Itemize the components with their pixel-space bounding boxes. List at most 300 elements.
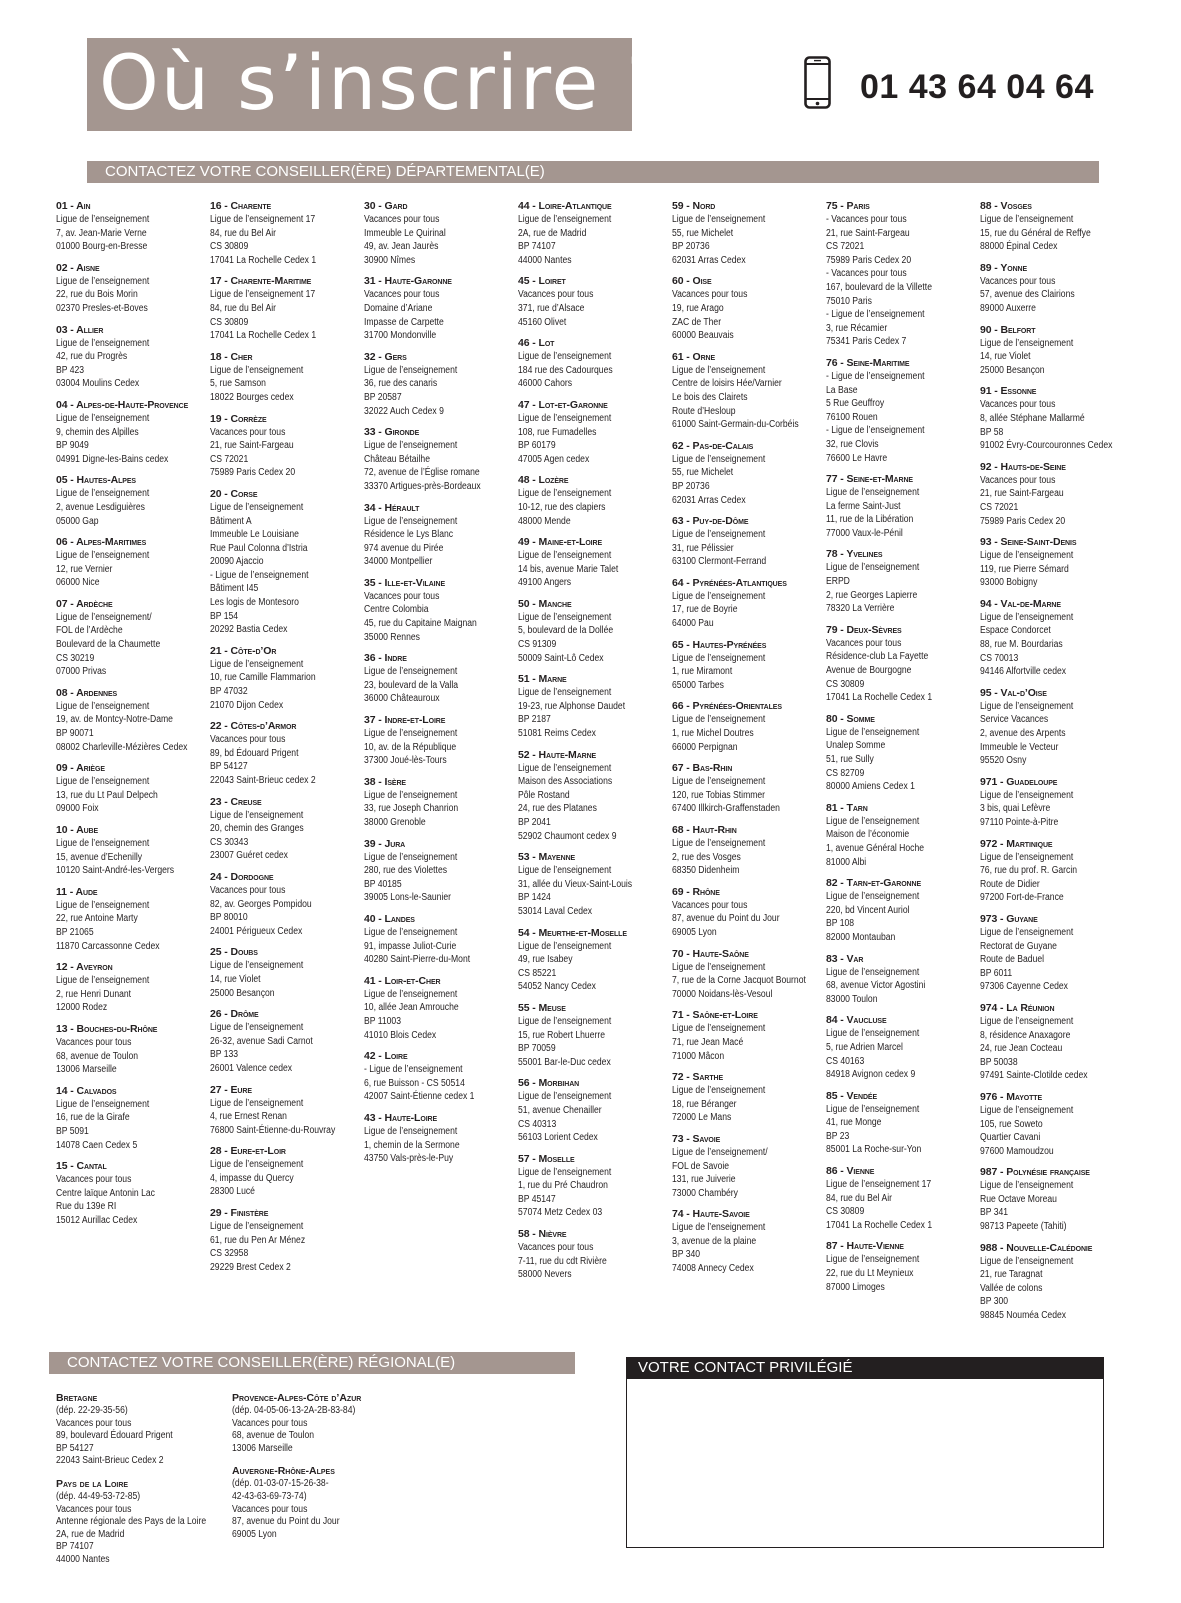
department-title: 988 - Nouvelle-Calédonie — [980, 1241, 1093, 1254]
department-title: 22 - Côtes-d’Armor — [210, 720, 297, 733]
address-line: 31, allée du Vieux-Saint-Louis — [518, 878, 633, 890]
address-line: Résidence le Lys Blanc — [364, 529, 454, 541]
department-entry — [364, 200, 514, 267]
address-line: 73000 Chambéry — [672, 1187, 738, 1199]
department-entry — [980, 598, 1130, 679]
department-header: CONTACTEZ VOTRE CONSEILLER(ÈRE) DÉPARTEMENTAL(E) — [87, 161, 1099, 183]
title-banner — [87, 38, 669, 131]
address-line: 1, chemin de la Sermone — [364, 1139, 460, 1151]
department-title: 19 - Corrèze — [210, 412, 267, 425]
address-line: Ligue de l’enseignement — [56, 700, 150, 712]
address-line: 24, rue des Platanes — [518, 803, 597, 815]
address-line: Ligue de l’enseignement — [826, 726, 920, 738]
address-line: 24001 Périgueux Cedex — [210, 925, 303, 937]
address-line: 54052 Nancy Cedex — [518, 981, 596, 993]
address-line: Ligue de l’enseignement — [56, 1098, 150, 1110]
address-line: CS 70013 — [980, 652, 1019, 664]
department-title: 85 - Vendée — [826, 1089, 878, 1102]
address-line: Vacances pour tous — [364, 214, 440, 225]
address-line: Centre de loisirs Hée/Varnier — [672, 378, 782, 390]
department-entry — [980, 1242, 1130, 1323]
regional-entry — [232, 1465, 402, 1541]
department-title: 30 - Gard — [364, 200, 408, 212]
address-line: 98845 Nouméa Cedex — [980, 1310, 1067, 1322]
address-line: Ligue de l’enseignement — [980, 1015, 1074, 1027]
address-line: 21, rue Taragnat — [980, 1269, 1043, 1281]
address-line: 46000 Cahors — [518, 378, 573, 390]
address-line: - Ligue de l’enseignement — [210, 569, 309, 581]
address-line: 67400 Illkirch-Graffenstaden — [672, 803, 780, 815]
address-line: 2, rue des Vosges — [672, 851, 741, 863]
address-line: 51, rue Sully — [826, 754, 874, 765]
address-line: BP 74107 — [56, 1541, 94, 1553]
address-line: Ligue de l’enseignement — [980, 1180, 1074, 1192]
address-line: 84, rue du Bel Air — [826, 1192, 892, 1204]
address-line: Vacances pour tous — [518, 289, 594, 301]
address-line: 13, rue du Lt Paul Delpech — [56, 789, 158, 801]
address-line: 58000 Nevers — [518, 1269, 572, 1281]
address-line: Unalep Somme — [826, 740, 886, 752]
address-line: 36000 Châteauroux — [364, 693, 440, 705]
department-title: 14 - Calvados — [56, 1084, 117, 1097]
address-line: 13006 Marseille — [56, 1064, 117, 1076]
address-line: 51, avenue Chenailler — [518, 1104, 602, 1116]
department-entry — [518, 536, 668, 590]
address-line: 41, rue Monge — [826, 1117, 882, 1129]
address-line: 16, rue de la Girafe — [56, 1112, 130, 1124]
address-line: 120, rue Tobias Stimmer — [672, 789, 766, 801]
address-line: 87, avenue du Point du Jour — [232, 1516, 340, 1528]
address-line: Ligue de l’enseignement — [980, 337, 1074, 349]
address-line: 371, rue d’Alsace — [518, 302, 585, 314]
address-line: 17041 La Rochelle Cedex 1 — [210, 254, 317, 266]
department-entry — [56, 474, 206, 528]
address-line: 2, rue Georges Lapierre — [826, 589, 918, 601]
address-line: 39005 Lons-le-Saunier — [364, 892, 452, 904]
address-line: BP 21065 — [56, 926, 94, 938]
address-line: 81000 Albi — [826, 856, 867, 868]
department-title: 10 - Aube — [56, 824, 99, 836]
address-line: Ligue de l’enseignement — [518, 865, 612, 877]
address-line: (dép. 44-49-53-72-85) — [56, 1490, 141, 1502]
department-title: 74 - Haute-Savoie — [672, 1208, 750, 1221]
address-line: 97110 Pointe-à-Pitre — [980, 817, 1059, 828]
address-line: Bâtiment I45 — [210, 583, 259, 595]
department-title: 86 - Vienne — [826, 1165, 875, 1178]
address-line: Ligue de l’enseignement/ — [56, 611, 152, 623]
department-title: 66 - Pyrénées-Orientales — [672, 700, 782, 713]
address-line: 66000 Perpignan — [672, 741, 738, 753]
address-line: Ligue de l’enseignement/ — [672, 1146, 768, 1158]
regional-entry — [56, 1478, 226, 1567]
address-line: 91002 Évry-Courcouronnes Cedex — [980, 440, 1113, 452]
address-line: Ligue de l’enseignement — [980, 214, 1074, 225]
address-line: Ligue de l’enseignement — [210, 809, 304, 821]
department-entry — [210, 720, 360, 787]
department-title: 39 - Jura — [364, 837, 406, 850]
address-line: 45160 Olivet — [518, 316, 567, 328]
address-line: 75010 Paris — [826, 295, 872, 307]
address-line: Ligue de l’enseignement — [672, 1085, 766, 1097]
address-line: La Base — [826, 384, 858, 396]
department-entry — [518, 474, 668, 528]
department-title: 59 - Nord — [672, 200, 716, 212]
address-line: Ligue de l’enseignement — [980, 1104, 1074, 1116]
address-line: 5, rue Samson — [210, 378, 266, 390]
address-line: BP 90071 — [56, 728, 94, 740]
department-title: 35 - Ille-et-Vilaine — [364, 576, 446, 589]
address-line: 31, rue Pélissier — [672, 542, 734, 554]
address-line: Vacances pour tous — [56, 1036, 132, 1048]
address-line: BP 6011 — [980, 967, 1013, 979]
department-entry — [210, 413, 360, 480]
address-line: 69005 Lyon — [232, 1528, 277, 1540]
department-title: 07 - Ardèche — [56, 597, 113, 610]
address-line: 4, rue Ernest Renan — [210, 1111, 287, 1123]
department-title: 94 - Val-de-Marne — [980, 597, 1061, 610]
address-line: 65000 Tarbes — [672, 679, 724, 691]
department-entry — [56, 961, 206, 1015]
address-line: 71000 Mâcon — [672, 1050, 725, 1062]
address-line: 220, bd Vincent Auriol — [826, 904, 910, 916]
address-line: BP 80010 — [210, 912, 248, 924]
department-title: 40 - Landes — [364, 912, 415, 925]
department-title: 25 - Doubs — [210, 946, 258, 959]
address-line: Ligue de l’enseignement — [672, 590, 766, 602]
department-title: 23 - Creuse — [210, 795, 262, 808]
address-line: Les logis de Montesoro — [210, 597, 299, 609]
address-line: Ligue de l’enseignement — [210, 1159, 304, 1171]
department-title: 75 - Paris — [826, 200, 870, 212]
department-entry — [672, 1133, 822, 1200]
address-line: 19, rue Arago — [672, 302, 724, 314]
department-title: 54 - Meurthe-et-Moselle — [518, 926, 627, 939]
address-line: Ligue de l’enseignement — [56, 214, 150, 225]
address-line: Vacances pour tous — [672, 289, 748, 301]
address-line: 97491 Sainte-Clotilde cedex — [980, 1070, 1088, 1082]
address-line: 21070 Dijon Cedex — [210, 699, 284, 711]
address-line: Ligue de l’enseignement — [364, 789, 458, 801]
address-line: 37300 Joué-lès-Tours — [364, 755, 447, 767]
address-line: 55001 Bar-le-Duc cedex — [518, 1056, 611, 1068]
address-line: ERPD — [826, 576, 850, 588]
address-line: 9, chemin des Alpilles — [56, 426, 139, 438]
address-line: 43750 Vals-près-le-Puy — [364, 1153, 454, 1165]
address-line: 33370 Artigues-près-Bordeaux — [364, 480, 481, 492]
department-entry — [364, 1050, 514, 1104]
department-entry — [364, 502, 514, 569]
address-line: 84918 Avignon cedex 9 — [826, 1069, 916, 1081]
address-line: Vacances pour tous — [980, 474, 1056, 486]
address-line: 26-32, avenue Sadi Carnot — [210, 1035, 313, 1047]
address-line: - Ligue de l’enseignement — [826, 425, 925, 437]
address-line: 60000 Beauvais — [672, 330, 734, 342]
address-line: 84, rue du Bel Air — [210, 302, 276, 314]
department-column — [210, 200, 360, 1282]
address-line: 57, avenue des Clairions — [980, 289, 1075, 301]
address-line: Immeuble Le Quirinal — [364, 227, 446, 239]
address-line: BP 1424 — [518, 892, 551, 904]
department-entry — [980, 324, 1130, 378]
address-line: 32, rue Clovis — [826, 438, 879, 450]
address-line: 167, boulevard de la Villette — [826, 281, 932, 293]
department-entry — [210, 796, 360, 863]
department-title: 37 - Indre-et-Loire — [364, 714, 446, 727]
department-entry — [826, 1014, 976, 1081]
region-title: Bretagne — [56, 1392, 98, 1404]
department-entry — [364, 838, 514, 905]
address-line: 40280 Saint-Pierre-du-Mont — [364, 954, 471, 966]
department-entry — [518, 200, 668, 267]
address-line: Vacances pour tous — [56, 1174, 132, 1186]
department-title: 29 - Finistère — [210, 1207, 269, 1220]
address-line: 29229 Brest Cedex 2 — [210, 1261, 291, 1273]
address-line: 280, rue des Violettes — [364, 865, 448, 877]
address-line: 11870 Carcassonne Cedex — [56, 940, 160, 952]
department-entry — [980, 687, 1130, 768]
department-entry — [56, 762, 206, 816]
address-line: 62031 Arras Cedex — [672, 494, 746, 506]
address-line: 97306 Cayenne Cedex — [980, 981, 1068, 993]
address-line: (dép. 01-03-07-15-26-38- — [232, 1478, 329, 1490]
address-line: 93000 Bobigny — [980, 577, 1038, 589]
department-title: 28 - Eure-et-Loir — [210, 1145, 286, 1158]
address-line: 68350 Didenheim — [672, 865, 740, 877]
address-line: Ligue de l’enseignement — [364, 666, 458, 678]
address-line: BP 54127 — [56, 1442, 94, 1454]
address-line: 18022 Bourges cedex — [210, 391, 294, 403]
address-line: Ligue de l’enseignement — [364, 515, 458, 527]
address-line: 68, avenue de Toulon — [232, 1430, 315, 1442]
department-title: 18 - Cher — [210, 350, 253, 363]
address-line: 24, rue Jean Cocteau — [980, 1043, 1063, 1055]
address-line: Vacances pour tous — [232, 1503, 308, 1515]
address-line: 89, boulevard Édouard Prigent — [56, 1430, 173, 1442]
address-line: 76800 Saint-Étienne-du-Rouvray — [210, 1124, 336, 1136]
address-line: Le bois des Clairets — [672, 391, 748, 403]
address-line: Vacances pour tous — [518, 1242, 594, 1254]
address-line: 22043 Saint-Brieuc Cedex 2 — [56, 1455, 164, 1467]
address-line: Ligue de l’enseignement — [980, 550, 1074, 562]
address-line: 20, chemin des Granges — [210, 823, 304, 835]
address-line: Ligue de l’enseignement — [518, 412, 612, 424]
address-line: 75989 Paris Cedex 20 — [826, 254, 912, 266]
department-entry — [56, 1023, 206, 1077]
department-title: 51 - Marne — [518, 673, 567, 686]
address-line: 07000 Privas — [56, 666, 107, 678]
address-line: 57074 Metz Cedex 03 — [518, 1207, 603, 1219]
address-line: Vacances pour tous — [210, 884, 286, 896]
address-line: 11, rue de la Libération — [826, 514, 914, 526]
address-line: 34000 Montpellier — [364, 556, 433, 568]
address-line: 14078 Caen Cedex 5 — [56, 1139, 138, 1151]
address-line: 119, rue Pierre Sémard — [980, 563, 1069, 575]
department-entry — [210, 1145, 360, 1199]
address-line: 10, av. de la République — [364, 741, 457, 753]
address-line: Ligue de l’enseignement — [518, 687, 612, 699]
address-line: Ligue de l’enseignement — [980, 1255, 1074, 1267]
address-line: Ligue de l’enseignement — [56, 550, 150, 562]
address-line: 47005 Agen cedex — [518, 453, 590, 465]
address-line: Ligue de l’enseignement — [56, 488, 150, 500]
address-line: BP 300 — [980, 1296, 1009, 1308]
address-line: - Vacances pour tous — [826, 268, 907, 280]
address-line: 20090 Ajaccio — [210, 556, 264, 568]
address-line: CS 40163 — [826, 1055, 865, 1067]
address-line: 50009 Saint-Lô Cedex — [518, 652, 604, 664]
regional-entry — [56, 1392, 226, 1468]
address-line: Ligue de l’enseignement — [210, 658, 304, 670]
department-entry — [980, 262, 1130, 316]
department-entry — [672, 440, 822, 507]
address-line: Ligue de l’enseignement — [364, 926, 458, 938]
department-title: 26 - Drôme — [210, 1008, 259, 1021]
address-line: CS 30809 — [210, 316, 249, 328]
department-entry — [826, 1090, 976, 1157]
address-line: 1, rue Michel Doutres — [672, 728, 754, 740]
department-title: 56 - Morbihan — [518, 1077, 580, 1090]
address-line: 974 avenue du Pirée — [364, 542, 444, 554]
phone-number[interactable]: 01 43 64 04 64 — [860, 68, 1094, 106]
address-line: 19-23, rue Alphonse Daudet — [518, 700, 626, 712]
address-line: 7, rue de la Corne Jacquot Bournot — [672, 975, 806, 987]
department-title: 15 - Cantal — [56, 1160, 107, 1173]
regional-header: CONTACTEZ VOTRE CONSEILLER(ÈRE) RÉGIONAL(E) — [49, 1352, 575, 1374]
address-line: BP 74107 — [518, 241, 556, 253]
address-line: 44000 Nantes — [56, 1553, 110, 1565]
address-line: Ligue de l’enseignement — [56, 776, 150, 788]
address-line: 72000 Le Mans — [672, 1112, 732, 1124]
address-line: Bâtiment A — [210, 515, 252, 527]
address-line: 21, rue Saint-Fargeau — [210, 440, 294, 452]
address-line: 76100 Rouen — [826, 411, 878, 423]
address-line: Vacances pour tous — [364, 289, 440, 301]
department-title: 42 - Loire — [364, 1050, 408, 1063]
address-line: BP 20587 — [364, 391, 402, 403]
department-title: 45 - Loiret — [518, 275, 566, 288]
department-entry — [826, 1165, 976, 1232]
address-line: Rue Octave Moreau — [980, 1193, 1057, 1205]
address-line: 8, résidence Anaxagore — [980, 1029, 1071, 1041]
address-line: 5, rue Adrien Marcel — [826, 1041, 903, 1053]
address-line: 36, rue des canaris — [364, 378, 438, 390]
department-entry — [210, 946, 360, 1000]
address-line: 49, av. Jean Jaurès — [364, 241, 439, 253]
department-title: 92 - Hauts-de-Seine — [980, 460, 1066, 473]
department-title: 70 - Haute-Saône — [672, 947, 749, 960]
address-line: Ligue de l’enseignement — [518, 1015, 612, 1027]
address-line: BP 60179 — [518, 440, 556, 452]
department-entry — [826, 357, 976, 465]
address-line: Ligue de l’enseignement — [518, 550, 612, 562]
address-line: 17041 La Rochelle Cedex 1 — [826, 1219, 933, 1231]
address-line: Ligue de l’enseignement — [672, 961, 766, 973]
address-line: Ligue de l’enseignement — [364, 851, 458, 863]
department-title: 41 - Loir-et-Cher — [364, 974, 441, 987]
address-line: 68, avenue Victor Agostini — [826, 980, 926, 992]
department-entry — [826, 473, 976, 540]
department-entry — [826, 548, 976, 615]
address-line: Ligue de l’enseignement — [672, 652, 766, 664]
department-entry — [364, 1112, 514, 1166]
address-line: 15, rue Robert Lhuerre — [518, 1029, 606, 1041]
address-line: 03004 Moulins Cedex — [56, 378, 140, 390]
department-entry — [672, 200, 822, 267]
address-line: 71, rue Jean Macé — [672, 1036, 744, 1048]
department-entry — [56, 262, 206, 316]
department-title: 89 - Yonne — [980, 261, 1028, 274]
address-line: 64000 Pau — [672, 618, 714, 630]
department-entry — [672, 351, 822, 432]
address-line: 91, impasse Juliot-Curie — [364, 940, 457, 952]
department-title: 973 - Guyane — [980, 912, 1038, 925]
department-title: 33 - Gironde — [364, 426, 420, 439]
address-line: 06000 Nice — [56, 577, 100, 589]
department-column — [672, 200, 822, 1284]
address-line: Ligue de l’enseignement — [672, 214, 766, 225]
department-entry — [210, 275, 360, 342]
address-line: 1, rue Miramont — [672, 666, 733, 678]
department-column — [364, 200, 514, 1174]
department-title: 24 - Dordogne — [210, 870, 274, 883]
regional-column — [56, 1392, 226, 1577]
address-line: Route de Didier — [980, 878, 1040, 890]
department-title: 71 - Saône-et-Loire — [672, 1009, 758, 1022]
address-line: 15, avenue d’Echenilly — [56, 851, 143, 863]
address-line: 49, rue Isabey — [518, 954, 573, 966]
department-title: 43 - Haute-Loire — [364, 1111, 438, 1124]
address-line: Ligue de l’enseignement 17 — [210, 289, 316, 301]
address-line: BP 47032 — [210, 686, 248, 698]
address-line: Ligue de l’enseignement — [518, 1091, 612, 1103]
address-line: Maison de l’économie — [826, 829, 910, 841]
address-line: 80000 Amiens Cedex 1 — [826, 781, 915, 793]
department-title: 976 - Mayotte — [980, 1090, 1043, 1103]
address-line: Ligue de l’enseignement — [56, 975, 150, 987]
address-line: 77000 Vaux-le-Pénil — [826, 527, 903, 539]
department-entry — [518, 1002, 668, 1069]
address-line: 88, rue M. Bourdarias — [980, 639, 1063, 651]
department-entry — [518, 673, 668, 740]
address-line: 1, rue du Pré Chaudron — [518, 1180, 608, 1192]
address-line: 89, bd Édouard Prigent — [210, 747, 299, 759]
address-line: 20292 Bastia Cedex — [210, 624, 288, 636]
address-line: BP 70059 — [518, 1043, 556, 1055]
address-line: 69005 Lyon — [672, 926, 717, 938]
address-line: Ligue de l’enseignement — [518, 611, 612, 623]
address-line: 49100 Angers — [518, 577, 572, 589]
address-line: Ligue de l’enseignement — [980, 789, 1074, 801]
address-line: 17, rue de Boyrie — [672, 604, 738, 616]
address-line: Ligue de l’enseignement — [826, 487, 920, 499]
address-line: Ligue de l’enseignement — [826, 1103, 920, 1115]
address-line: 63100 Clermont-Ferrand — [672, 556, 767, 568]
department-entry — [672, 275, 822, 342]
address-line: 75341 Paris Cedex 7 — [826, 336, 907, 348]
address-line: Ligue de l’enseignement — [672, 776, 766, 788]
address-line: (dép. 04-05-06-13-2A-2B-83-84) — [232, 1405, 356, 1416]
department-entry — [364, 975, 514, 1042]
department-entry — [826, 1240, 976, 1294]
address-line: CS 30809 — [210, 241, 249, 253]
department-entry — [364, 776, 514, 830]
department-title: 52 - Haute-Marne — [518, 748, 597, 761]
address-line: BP 20736 — [672, 241, 710, 253]
address-line: Ligue de l’enseignement — [518, 1166, 612, 1178]
address-line: 6, rue Buisson - CS 50514 — [364, 1077, 465, 1089]
address-line: 38000 Grenoble — [364, 817, 426, 828]
address-line: 22, rue du Lt Meynieux — [826, 1268, 914, 1280]
